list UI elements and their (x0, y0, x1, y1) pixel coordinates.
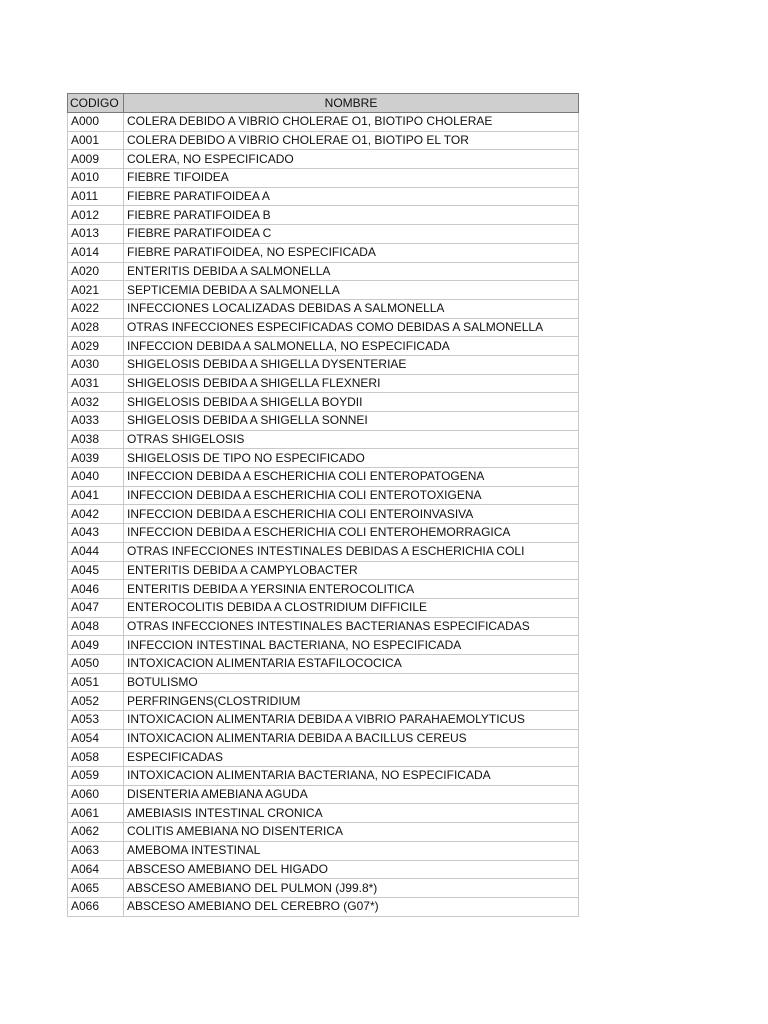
table-row (68, 430, 579, 449)
table-row (68, 281, 579, 300)
table-row (68, 150, 579, 169)
cell-codigo: A058 (68, 748, 124, 767)
table-row (68, 897, 579, 916)
cell-codigo: A001 (68, 131, 124, 150)
table-row (68, 617, 579, 636)
cell-codigo: A062 (68, 823, 124, 842)
table-row (68, 823, 579, 842)
cell-codigo: A029 (68, 337, 124, 356)
table-row (68, 673, 579, 692)
cell-nombre: COLITIS AMEBIANA NO DISENTERICA (124, 823, 579, 842)
table-row (68, 299, 579, 318)
cell-nombre: FIEBRE PARATIFOIDEA C (124, 225, 579, 244)
cell-codigo: A053 (68, 711, 124, 730)
cell-nombre: INFECCION DEBIDA A SALMONELLA, NO ESPECIFICADA (124, 337, 579, 356)
cell-nombre: INTOXICACION ALIMENTARIA DEBIDA A VIBRIO PARAHAEMOLYTICUS (124, 711, 579, 730)
cell-nombre: SEPTICEMIA DEBIDA A SALMONELLA (124, 281, 579, 300)
table-row (68, 206, 579, 225)
table-row (68, 711, 579, 730)
table-row (68, 580, 579, 599)
cell-nombre: INTOXICACION ALIMENTARIA ESTAFILOCOCICA (124, 654, 579, 673)
cell-nombre: FIEBRE PARATIFOIDEA, NO ESPECIFICADA (124, 243, 579, 262)
cell-nombre: ABSCESO AMEBIANO DEL HIGADO (124, 860, 579, 879)
cell-nombre: SHIGELOSIS DEBIDA A SHIGELLA SONNEI (124, 412, 579, 431)
cell-codigo: A021 (68, 281, 124, 300)
table-row (68, 542, 579, 561)
cell-codigo: A022 (68, 299, 124, 318)
cell-nombre: SHIGELOSIS DEBIDA A SHIGELLA DYSENTERIAE (124, 355, 579, 374)
cell-codigo: A000 (68, 113, 124, 132)
cell-codigo: A047 (68, 598, 124, 617)
cell-codigo: A014 (68, 243, 124, 262)
cell-nombre: ENTEROCOLITIS DEBIDA A CLOSTRIDIUM DIFFICILE (124, 598, 579, 617)
cell-nombre: AMEBIASIS INTESTINAL CRONICA (124, 804, 579, 823)
cell-nombre: INFECCIONES LOCALIZADAS DEBIDAS A SALMONELLA (124, 299, 579, 318)
table-row (68, 225, 579, 244)
table-row (68, 785, 579, 804)
header-row (68, 94, 579, 113)
cell-nombre: INFECCION DEBIDA A ESCHERICHIA COLI ENTEROTOXIGENA (124, 486, 579, 505)
cell-codigo: A033 (68, 412, 124, 431)
cell-nombre: INFECCION INTESTINAL BACTERIANA, NO ESPECIFICADA (124, 636, 579, 655)
table-row (68, 804, 579, 823)
cell-nombre: BOTULISMO (124, 673, 579, 692)
table-row (68, 879, 579, 898)
cell-codigo: A063 (68, 841, 124, 860)
table-body (68, 113, 579, 917)
cell-codigo: A039 (68, 449, 124, 468)
table-row (68, 169, 579, 188)
table-row (68, 468, 579, 487)
cell-codigo: A061 (68, 804, 124, 823)
cell-nombre: COLERA DEBIDO A VIBRIO CHOLERAE O1, BIOTIPO EL TOR (124, 131, 579, 150)
cell-nombre: ENTERITIS DEBIDA A SALMONELLA (124, 262, 579, 281)
table-row (68, 692, 579, 711)
cell-nombre: FIEBRE PARATIFOIDEA B (124, 206, 579, 225)
table-row (68, 561, 579, 580)
column-header-codigo: CODIGO (68, 94, 124, 113)
cell-codigo: A041 (68, 486, 124, 505)
cell-nombre: FIEBRE TIFOIDEA (124, 169, 579, 188)
table-row (68, 412, 579, 431)
table-row (68, 355, 579, 374)
cell-nombre: INFECCION DEBIDA A ESCHERICHIA COLI ENTEROINVASIVA (124, 505, 579, 524)
icd-code-table (67, 93, 579, 917)
cell-codigo: A038 (68, 430, 124, 449)
table-row (68, 486, 579, 505)
table-row (68, 449, 579, 468)
cell-codigo: A050 (68, 654, 124, 673)
table-row (68, 337, 579, 356)
cell-codigo: A012 (68, 206, 124, 225)
cell-nombre: OTRAS INFECCIONES INTESTINALES DEBIDAS A ESCHERICHIA COLI (124, 542, 579, 561)
table-row (68, 654, 579, 673)
table-row (68, 262, 579, 281)
cell-nombre: DISENTERIA AMEBIANA AGUDA (124, 785, 579, 804)
cell-codigo: A010 (68, 169, 124, 188)
table-row (68, 131, 579, 150)
spreadsheet-page (67, 93, 579, 917)
cell-codigo: A054 (68, 729, 124, 748)
cell-codigo: A060 (68, 785, 124, 804)
column-header-nombre: NOMBRE (124, 94, 579, 113)
cell-nombre: INFECCION DEBIDA A ESCHERICHIA COLI ENTEROHEMORRAGICA (124, 524, 579, 543)
cell-codigo: A052 (68, 692, 124, 711)
table-row (68, 841, 579, 860)
cell-nombre: FIEBRE PARATIFOIDEA A (124, 187, 579, 206)
cell-nombre: INTOXICACION ALIMENTARIA DEBIDA A BACILLUS CEREUS (124, 729, 579, 748)
cell-codigo: A011 (68, 187, 124, 206)
cell-nombre: COLERA DEBIDO A VIBRIO CHOLERAE O1, BIOTIPO CHOLERAE (124, 113, 579, 132)
cell-nombre: OTRAS SHIGELOSIS (124, 430, 579, 449)
cell-nombre: INTOXICACION ALIMENTARIA BACTERIANA, NO ESPECIFICADA (124, 767, 579, 786)
cell-nombre: AMEBOMA INTESTINAL (124, 841, 579, 860)
table-row (68, 729, 579, 748)
table-row (68, 505, 579, 524)
cell-codigo: A044 (68, 542, 124, 561)
table-row (68, 636, 579, 655)
cell-codigo: A040 (68, 468, 124, 487)
cell-codigo: A020 (68, 262, 124, 281)
table-row (68, 243, 579, 262)
table-row (68, 374, 579, 393)
cell-nombre: OTRAS INFECCIONES INTESTINALES BACTERIANAS ESPECIFICADAS (124, 617, 579, 636)
cell-codigo: A031 (68, 374, 124, 393)
table-row (68, 767, 579, 786)
cell-nombre: ENTERITIS DEBIDA A CAMPYLOBACTER (124, 561, 579, 580)
cell-nombre: INFECCION DEBIDA A ESCHERICHIA COLI ENTEROPATOGENA (124, 468, 579, 487)
cell-codigo: A013 (68, 225, 124, 244)
cell-codigo: A049 (68, 636, 124, 655)
cell-codigo: A009 (68, 150, 124, 169)
cell-codigo: A042 (68, 505, 124, 524)
table-row (68, 748, 579, 767)
cell-nombre: SHIGELOSIS DEBIDA A SHIGELLA BOYDII (124, 393, 579, 412)
table-row (68, 393, 579, 412)
table-row (68, 524, 579, 543)
cell-codigo: A051 (68, 673, 124, 692)
cell-nombre: ABSCESO AMEBIANO DEL CEREBRO (G07*) (124, 897, 579, 916)
table-row (68, 187, 579, 206)
cell-codigo: A059 (68, 767, 124, 786)
cell-codigo: A045 (68, 561, 124, 580)
table-row (68, 598, 579, 617)
cell-codigo: A046 (68, 580, 124, 599)
cell-nombre: SHIGELOSIS DEBIDA A SHIGELLA FLEXNERI (124, 374, 579, 393)
cell-codigo: A028 (68, 318, 124, 337)
table-row (68, 113, 579, 132)
cell-codigo: A064 (68, 860, 124, 879)
cell-nombre: COLERA, NO ESPECIFICADO (124, 150, 579, 169)
cell-codigo: A048 (68, 617, 124, 636)
cell-nombre: ESPECIFICADAS (124, 748, 579, 767)
cell-nombre: ENTERITIS DEBIDA A YERSINIA ENTEROCOLITICA (124, 580, 579, 599)
cell-nombre: OTRAS INFECCIONES ESPECIFICADAS COMO DEBIDAS A SALMONELLA (124, 318, 579, 337)
cell-nombre: ABSCESO AMEBIANO DEL PULMON (J99.8*) (124, 879, 579, 898)
cell-codigo: A043 (68, 524, 124, 543)
cell-codigo: A030 (68, 355, 124, 374)
cell-codigo: A032 (68, 393, 124, 412)
table-row (68, 318, 579, 337)
cell-nombre: PERFRINGENS(CLOSTRIDIUM (124, 692, 579, 711)
cell-nombre: SHIGELOSIS DE TIPO NO ESPECIFICADO (124, 449, 579, 468)
cell-codigo: A065 (68, 879, 124, 898)
table-row (68, 860, 579, 879)
cell-codigo: A066 (68, 897, 124, 916)
